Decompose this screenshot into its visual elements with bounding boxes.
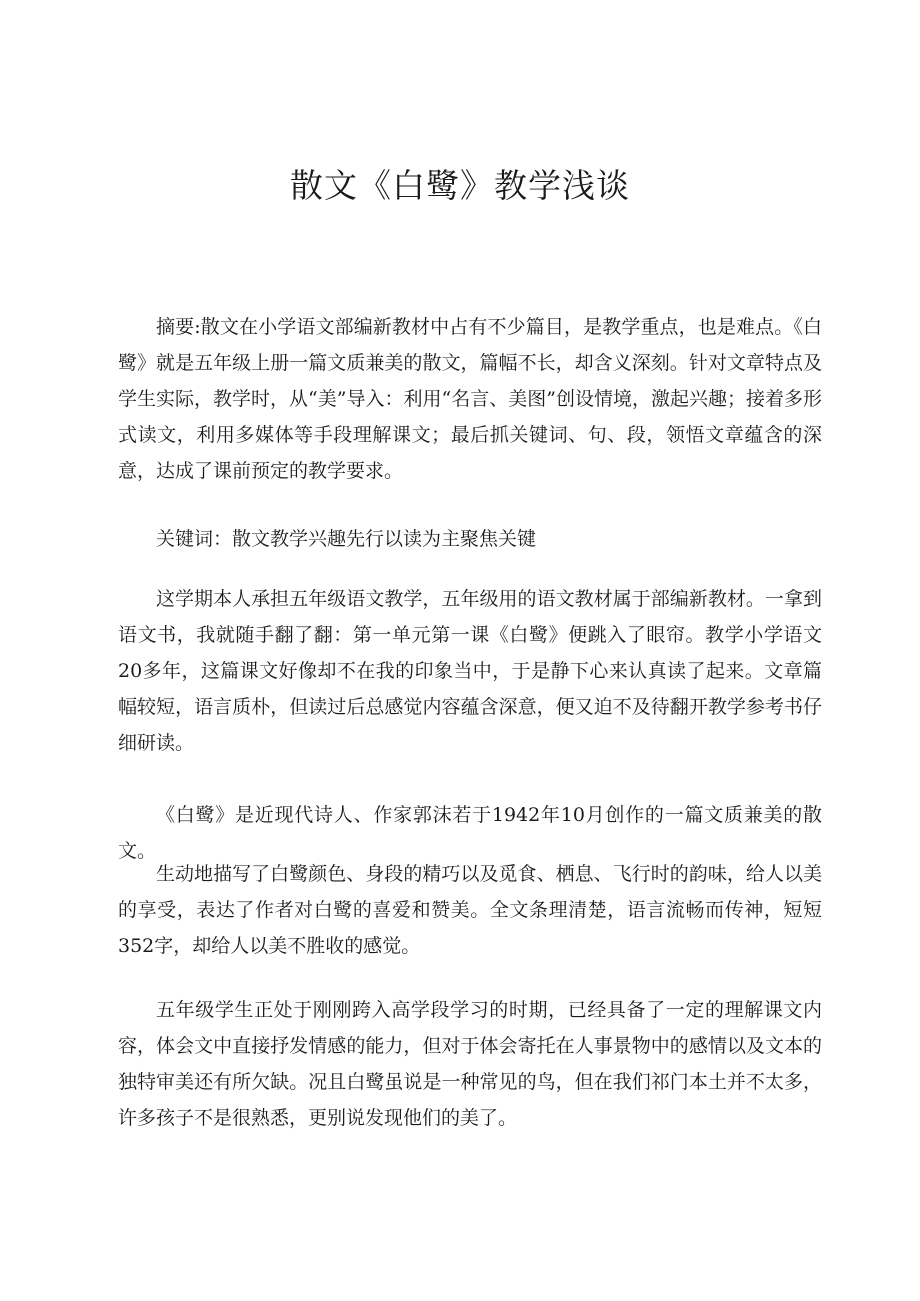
abstract-text: 散文在小学语文部编新教材中占有不少篇目，是教学重点，也是难点。《白鹭》就是五年级上册一篇文质兼美的散文，篇幅不长，却含义深刻。针对文章特点及学生实际，教学时，从“美”导入：利用“名言、美图”创设情境，激起兴趣；接着多形式读文，利用多媒体等手段理解课文；最后抓关键词、句、段，领悟文章蕴含的深意，达成了课前预定的教学要求。 — [118, 316, 822, 482]
abstract-paragraph — [118, 309, 822, 489]
abstract-label: 摘要: — [156, 316, 201, 338]
body-paragraph-description: 生动地描写了白鹭颜色、身段的精巧以及觅食、栖息、飞行时的韵味，给人以美的享受，表达了作者对白鹭的喜爱和赞美。全文条理清楚，语言流畅而传神，短短352字，却给人以美不胜收的感觉。 — [118, 863, 822, 957]
document-title: 散文《白鹭》教学浅谈 — [290, 166, 630, 205]
body-paragraph-intro: 这学期本人承担五年级语文教学，五年级用的语文教材属于部编新教材。一拿到语文书，我就随手翻了翻：第一单元第一课《白鹭》便跳入了眼帘。教学小学语文20多年，这篇课文好像却不在我的印象当中，于是静下心来认真读了起来。文章篇幅较短，语言质朴，但读过后总感觉内容蕴含深意，便又迫不及待翻开教学参考书仔细研读。 — [118, 588, 822, 754]
body-paragraph-students: 五年级学生正处于刚刚跨入高学段学习的时期，已经具备了一定的理解课文内容，体会文中直接抒发情感的能力，但对于体会寄托在人事景物中的感情以及文本的独特审美还有所欠缺。况且白鹭虽说是一种常见的鸟，但在我们祁门本土并不太多，许多孩子不是很熟悉，更别说发现他们的美了。 — [118, 999, 822, 1129]
keywords-label: 关键词： — [156, 528, 233, 550]
keywords-text: 散文教学兴趣先行以读为主聚焦关键 — [232, 528, 537, 550]
keywords-paragraph — [118, 521, 822, 557]
body-paragraph-author: 《白鹭》是近现代诗人、作家郭沫若于1942年10月创作的一篇文质兼美的散文。 — [118, 804, 822, 862]
